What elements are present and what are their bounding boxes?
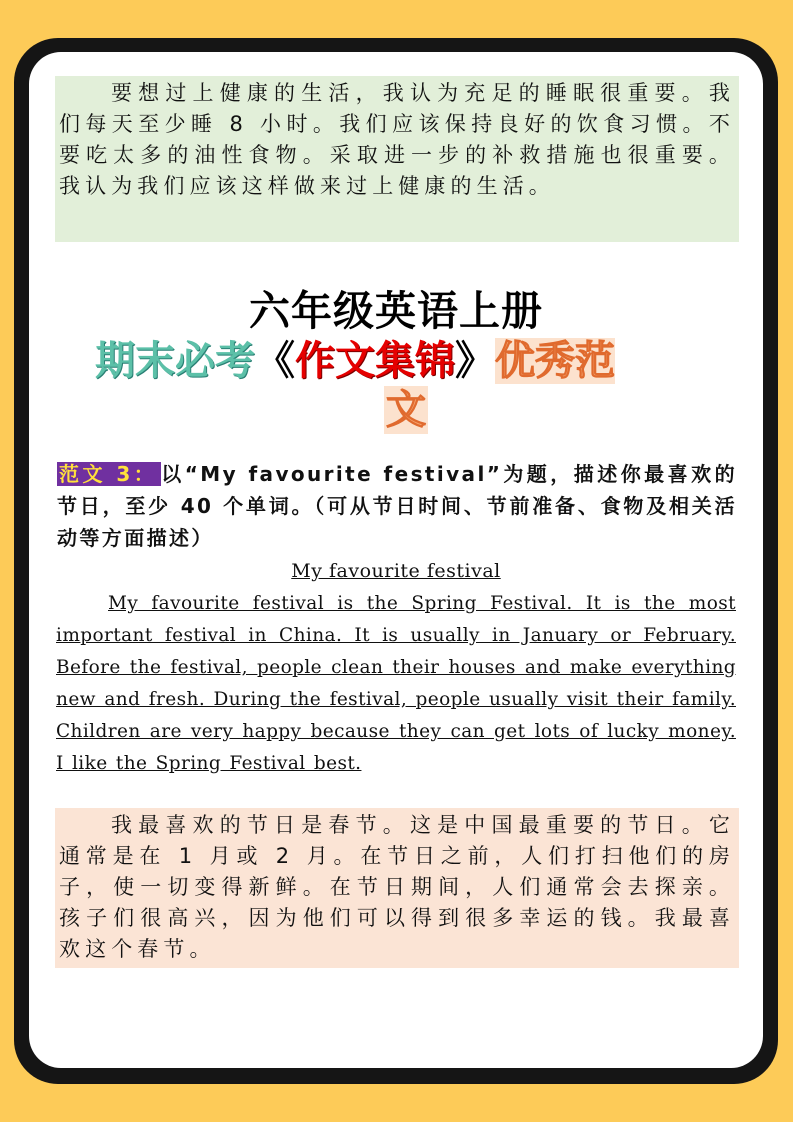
prompt-text: 以“My favourite festival”为题，描述你最喜欢的节日，至少 40 个单词。（可从节日时间、节前准备、食物及相关活动等方面描述） (57, 462, 737, 550)
page-title: 六年级英语上册 (249, 287, 543, 335)
subtitle-part-excellent: 优秀范 (495, 338, 615, 384)
close-bracket: 》 (455, 338, 495, 384)
sample-tag: 范文 3： (57, 462, 161, 486)
document-page (29, 52, 763, 1068)
subtitle-continued: 文 (386, 387, 426, 433)
subtitle-part-collection: 作文集锦 (295, 338, 455, 384)
subtitle (95, 336, 735, 386)
open-bracket: 《 (255, 338, 295, 384)
essay-translation: 我最喜欢的节日是春节。这是中国最重要的节日。它通常是在 1 月或 2 月。在节日之前，人们打扫他们的房子，使一切变得新鲜。在节日期间，人们通常会去探亲。孩子们很高兴，因为他们可以得到很多幸运的钱。我最喜欢这个春节。 (55, 808, 739, 968)
essay-body: My favourite festival is the Spring Festival. It is the most important festival in China. It is usually in January or February. Before the festival, people clean their houses and make everything new and fresh. During the festival, people usually visit their family. Children are very happy because they can get lots of lucky money. I like the Spring Festival best. (56, 593, 736, 774)
essay-title: My favourite festival (291, 560, 501, 582)
writing-prompt (57, 458, 737, 554)
subtitle-part-exam: 期末必考 (95, 338, 255, 384)
intro-translation: 要想过上健康的生活，我认为充足的睡眠很重要。我们每天至少睡 8 小时。我们应该保持良好的饮食习惯。不要吃太多的油性食物。采取进一步的补救措施也很重要。我认为我们应该这样做来过上健康的生活。 (55, 76, 739, 242)
